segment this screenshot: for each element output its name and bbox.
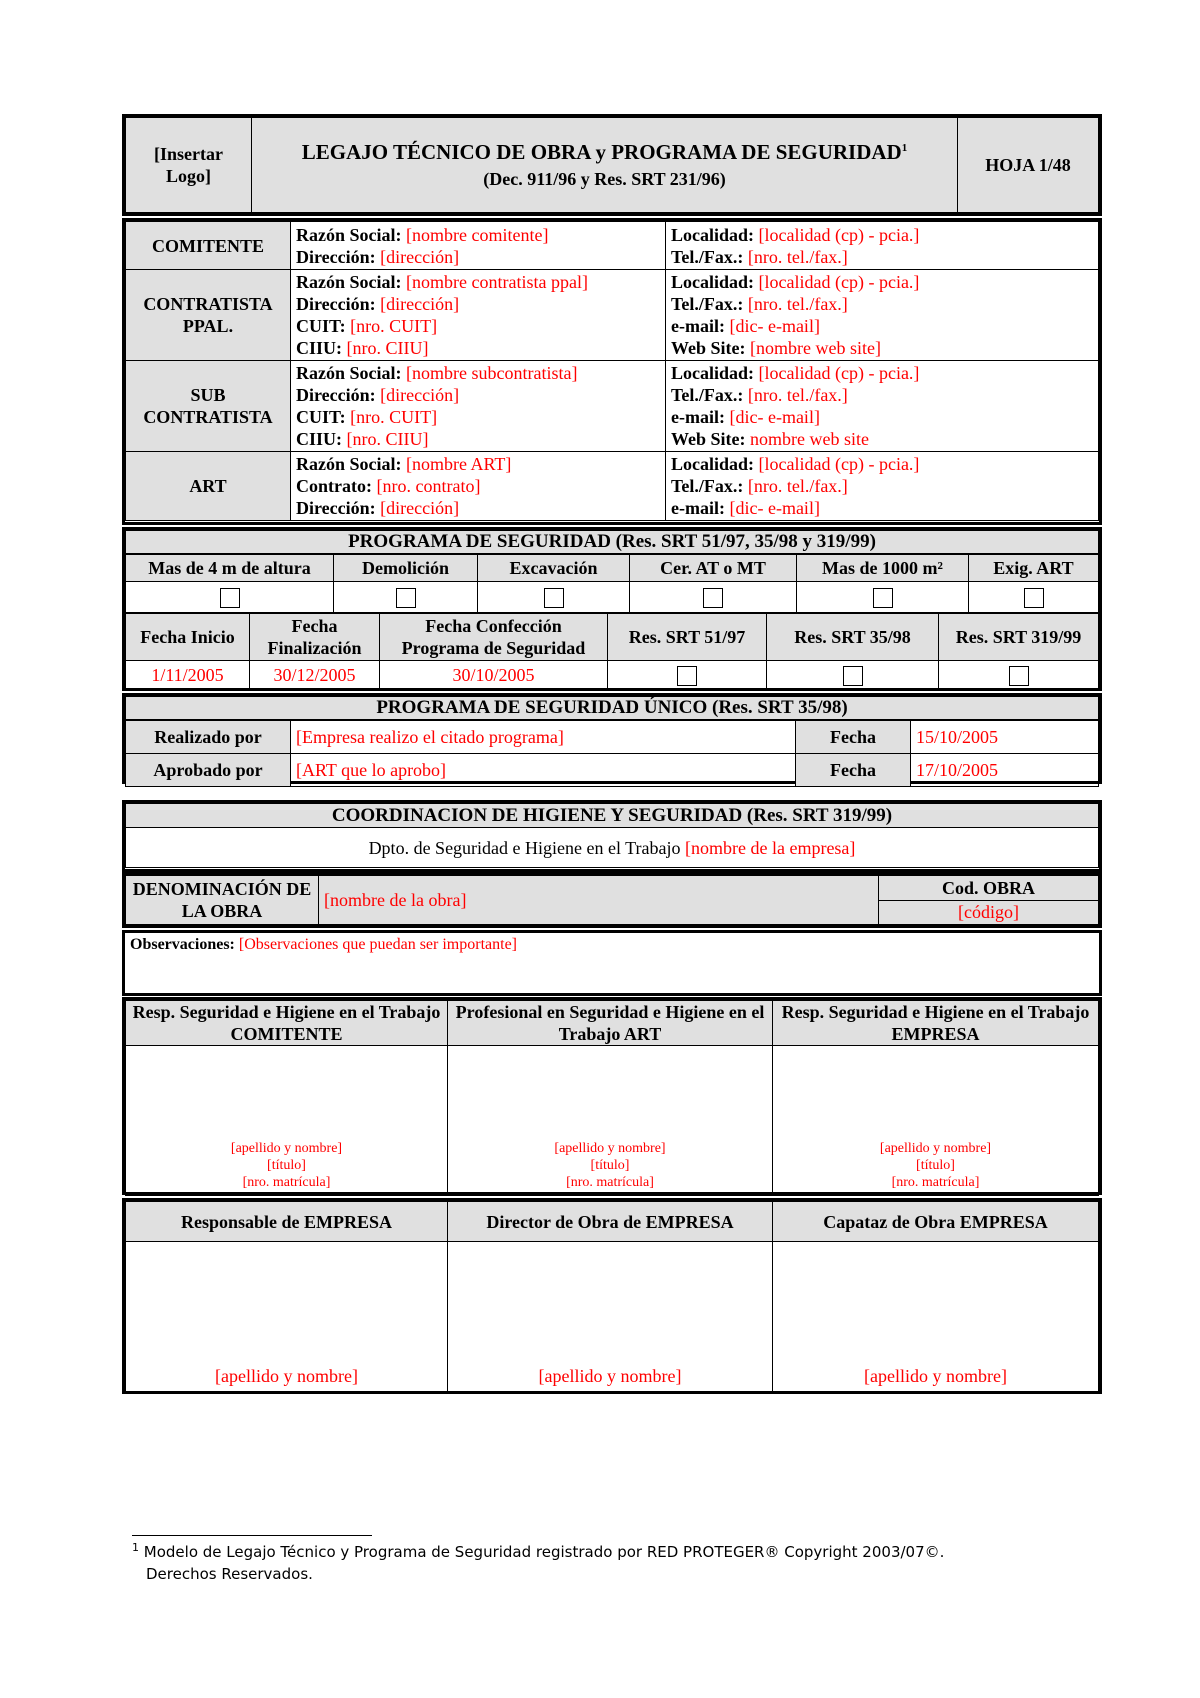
- contratista-tel: [nro. tel./fax.]: [747, 294, 848, 314]
- cell: [939, 661, 1099, 690]
- ciiu-label: CIIU:: [296, 429, 343, 449]
- sheet-number: HOJA 1/48: [958, 118, 1099, 213]
- title-subtitle: (Dec. 911/96 y Res. SRT 231/96): [483, 168, 726, 189]
- cod-obra-value[interactable]: [código]: [879, 900, 1099, 925]
- subcontratista-cuit: [nro. CUIT]: [350, 407, 438, 427]
- web-label: Web Site:: [671, 429, 746, 449]
- contratista-localidad: [localidad (cp) - pcia.]: [758, 272, 920, 292]
- document-title: [252, 118, 958, 213]
- checkbox-demolicion[interactable]: [396, 588, 416, 608]
- coordinacion-text: Dpto. de Seguridad e Higiene en el Trabajo: [368, 837, 681, 858]
- cuit-label: CUIT:: [296, 407, 346, 427]
- header-box: [122, 114, 1102, 216]
- contratista-ciiu: [nro. CIIU]: [346, 338, 429, 358]
- denominacion-label: DENOMINACIÓN DE LA OBRA: [126, 876, 319, 925]
- fecha-conf-value[interactable]: 30/10/2005: [380, 661, 608, 690]
- art-label: ART: [126, 452, 291, 521]
- comitente-razon: [nombre comitente]: [406, 224, 549, 245]
- direccion-label: Dirección:: [296, 498, 376, 518]
- check-label-excavacion: Excavación: [478, 555, 630, 582]
- coordinacion-empresa[interactable]: [nombre de la empresa]: [685, 837, 856, 858]
- unico-title: PROGRAMA DE SEGURIDAD ÚNICO (Res. SRT 35/98): [126, 697, 1099, 720]
- cell: [334, 582, 478, 613]
- firma-area-responsable[interactable]: [apellido y nombre]: [126, 1242, 448, 1392]
- art-email: [dic- e-mail]: [729, 498, 820, 518]
- checkbox-altura[interactable]: [220, 588, 240, 608]
- firmas-seguridad-box: [122, 997, 1102, 1195]
- observaciones-box: [122, 930, 1102, 996]
- art-contrato: [nro. contrato]: [376, 476, 481, 496]
- localidad-label: Localidad:: [671, 454, 755, 474]
- art-right: [666, 452, 1099, 521]
- email-label: e-mail:: [671, 407, 725, 427]
- obra-box: [122, 872, 1102, 928]
- contratista-cuit: [nro. CUIT]: [350, 316, 438, 336]
- tel-label: Tel./Fax.:: [671, 385, 744, 405]
- coordinacion-box: [122, 800, 1102, 872]
- comitente-localidad: [localidad (cp) - pcia.]: [758, 224, 920, 245]
- cell: [478, 582, 630, 613]
- fecha-aprobado-value[interactable]: 17/10/2005: [911, 754, 1099, 787]
- firma-nombre: [apellido y nombre]: [230, 1141, 343, 1156]
- subcontratista-web: nombre web site: [750, 429, 869, 449]
- check-label-cer-at: Cer. AT o MT: [630, 555, 797, 582]
- check-label-1000m2: Mas de 1000 m²: [797, 555, 969, 582]
- firma-header-responsable: Responsable de EMPRESA: [126, 1202, 448, 1242]
- firma-area-comitente[interactable]: [126, 1046, 448, 1196]
- contratista-label: CONTRATISTA PPAL.: [126, 270, 291, 361]
- fecha-realizado-value[interactable]: 15/10/2005: [911, 721, 1099, 754]
- footnote-separator: [132, 1535, 372, 1536]
- art-tel: [nro. tel./fax.]: [747, 476, 848, 496]
- realizado-value[interactable]: [Empresa realizo el citado programa]: [291, 721, 796, 754]
- subcontratista-localidad: [localidad (cp) - pcia.]: [758, 363, 920, 383]
- cod-obra-label: Cod. OBRA: [879, 876, 1099, 901]
- tel-label: Tel./Fax.:: [671, 294, 744, 314]
- parties-box: [122, 218, 1102, 525]
- firma-nombre: [apellido y nombre]: [879, 1141, 992, 1156]
- cell: [969, 582, 1099, 613]
- firma-nombre: [apellido y nombre]: [554, 1141, 666, 1156]
- subcontratista-left: [291, 361, 666, 452]
- art-localidad: [localidad (cp) - pcia.]: [758, 454, 920, 474]
- checkbox-cer-at[interactable]: [703, 588, 723, 608]
- cell: [630, 582, 797, 613]
- subcontratista-right: [666, 361, 1099, 452]
- firmas-empresa-box: [122, 1198, 1102, 1394]
- firma-area-capataz[interactable]: [apellido y nombre]: [773, 1242, 1099, 1392]
- obra-nombre[interactable]: [nombre de la obra]: [319, 876, 879, 925]
- coordinacion-body: [126, 828, 1099, 868]
- unico-box: [122, 693, 1102, 784]
- contratista-left: [291, 270, 666, 361]
- comitente-tel: [nro. tel./fax.]: [747, 246, 848, 267]
- comitente-left: [291, 222, 666, 270]
- res-51-label: Res. SRT 51/97: [608, 614, 767, 661]
- cell: [608, 661, 767, 690]
- fecha-conf-label: Fecha Confección Programa de Seguridad: [380, 614, 608, 661]
- subcontratista-razon: [nombre subcontratista]: [406, 363, 578, 383]
- checkbox-res-319[interactable]: [1009, 666, 1029, 686]
- firma-matricula: [nro. matrícula]: [566, 1175, 654, 1190]
- razon-label: Razón Social:: [296, 224, 402, 245]
- footnote: [132, 1541, 1092, 1585]
- localidad-label: Localidad:: [671, 224, 755, 245]
- check-label-altura: Mas de 4 m de altura: [126, 555, 334, 582]
- contratista-email: [dic- e-mail]: [729, 316, 820, 336]
- email-label: e-mail:: [671, 498, 725, 518]
- checkbox-exig-art[interactable]: [1024, 588, 1044, 608]
- firma-header-empresa: Resp. Seguridad e Higiene en el Trabajo EMPRESA: [773, 1001, 1099, 1046]
- comitente-direccion: [dirección]: [380, 246, 460, 267]
- aprobado-label: Aprobado por: [126, 754, 291, 787]
- programa-box: [122, 527, 1102, 691]
- firma-matricula: [nro. matrícula]: [242, 1175, 331, 1190]
- localidad-label: Localidad:: [671, 363, 755, 383]
- tel-label: Tel./Fax.:: [671, 476, 744, 496]
- contratista-direccion: [dirección]: [380, 294, 460, 314]
- coordinacion-title: COORDINACION DE HIGIENE Y SEGURIDAD (Res. SRT 319/99): [126, 804, 1099, 828]
- fecha-inicio-label: Fecha Inicio: [126, 614, 250, 661]
- subcontratista-ciiu: [nro. CIIU]: [346, 429, 429, 449]
- contratista-web: [nombre web site]: [750, 338, 881, 358]
- contrato-label: Contrato:: [296, 476, 372, 496]
- razon-label: Razón Social:: [296, 272, 402, 292]
- logo-placeholder: [Insertar Logo]: [126, 118, 252, 213]
- programa-title: PROGRAMA DE SEGURIDAD (Res. SRT 51/97, 35/98 y 319/99): [126, 531, 1099, 554]
- art-left: [291, 452, 666, 521]
- contratista-razon: [nombre contratista ppal]: [406, 272, 588, 292]
- cell: [797, 582, 969, 613]
- checkbox-res-51[interactable]: [677, 666, 697, 686]
- fecha-fin-label: Fecha Finalización: [250, 614, 380, 661]
- firma-matricula: [nro. matrícula]: [891, 1175, 980, 1190]
- firma-header-capataz: Capataz de Obra EMPRESA: [773, 1202, 1099, 1242]
- observaciones-text[interactable]: [Observaciones que puedan ser importante]: [238, 936, 517, 953]
- res-319-label: Res. SRT 319/99: [939, 614, 1099, 661]
- fecha-inicio-value[interactable]: 1/11/2005: [126, 661, 250, 690]
- subcontratista-label: SUB CONTRATISTA: [126, 361, 291, 452]
- footnote-ref: 1: [901, 141, 908, 154]
- firma-area-art[interactable]: [448, 1046, 773, 1196]
- footnote-mark: 1: [132, 1541, 139, 1554]
- cell: [767, 661, 939, 690]
- direccion-label: Dirección:: [296, 246, 376, 267]
- aprobado-value[interactable]: [ART que lo aprobo]: [291, 754, 796, 787]
- comitente-right: [666, 222, 1099, 270]
- checkbox-res-35[interactable]: [843, 666, 863, 686]
- firma-titulo: [título]: [267, 1158, 306, 1173]
- cell: [126, 582, 334, 613]
- firma-header-comitente: Resp. Seguridad e Higiene en el Trabajo COMITENTE: [126, 1001, 448, 1046]
- razon-label: Razón Social:: [296, 363, 402, 383]
- direccion-label: Dirección:: [296, 294, 376, 314]
- fecha-label: Fecha: [796, 754, 911, 787]
- firma-titulo: [título]: [590, 1158, 630, 1173]
- email-label: e-mail:: [671, 316, 725, 336]
- footnote-text-2: Derechos Reservados.: [146, 1565, 313, 1583]
- checkbox-excavacion[interactable]: [544, 588, 564, 608]
- title-text: LEGAJO TÉCNICO DE OBRA y PROGRAMA DE SEGURIDAD: [301, 139, 902, 164]
- firma-area-director[interactable]: [apellido y nombre]: [448, 1242, 773, 1392]
- checkbox-1000m2[interactable]: [873, 588, 893, 608]
- res-35-label: Res. SRT 35/98: [767, 614, 939, 661]
- firma-area-empresa[interactable]: [773, 1046, 1099, 1196]
- subcontratista-direccion: [dirección]: [380, 385, 460, 405]
- check-label-exig-art: Exig. ART: [969, 555, 1099, 582]
- footnote-text: Modelo de Legajo Técnico y Programa de Seguridad registrado por RED PROTEGER® Copyright 2003/07©.: [143, 1543, 945, 1561]
- fecha-label: Fecha: [796, 721, 911, 754]
- art-direccion: [dirección]: [380, 498, 460, 518]
- razon-label: Razón Social:: [296, 454, 402, 474]
- contratista-right: [666, 270, 1099, 361]
- localidad-label: Localidad:: [671, 272, 755, 292]
- ciiu-label: CIIU:: [296, 338, 343, 358]
- firma-header-director: Director de Obra de EMPRESA: [448, 1202, 773, 1242]
- direccion-label: Dirección:: [296, 385, 376, 405]
- art-razon: [nombre ART]: [406, 454, 512, 474]
- firma-header-art: Profesional en Seguridad e Higiene en el Trabajo ART: [448, 1001, 773, 1046]
- fecha-fin-value[interactable]: 30/12/2005: [250, 661, 380, 690]
- subcontratista-tel: [nro. tel./fax.]: [747, 385, 848, 405]
- web-label: Web Site:: [671, 338, 746, 358]
- subcontratista-email: [dic- e-mail]: [729, 407, 820, 427]
- cuit-label: CUIT:: [296, 316, 346, 336]
- comitente-label: COMITENTE: [126, 222, 291, 270]
- tel-label: Tel./Fax.:: [671, 246, 744, 267]
- firma-titulo: [título]: [916, 1158, 955, 1173]
- check-label-demolicion: Demolición: [334, 555, 478, 582]
- observaciones-label: Observaciones:: [130, 936, 235, 953]
- realizado-label: Realizado por: [126, 721, 291, 754]
